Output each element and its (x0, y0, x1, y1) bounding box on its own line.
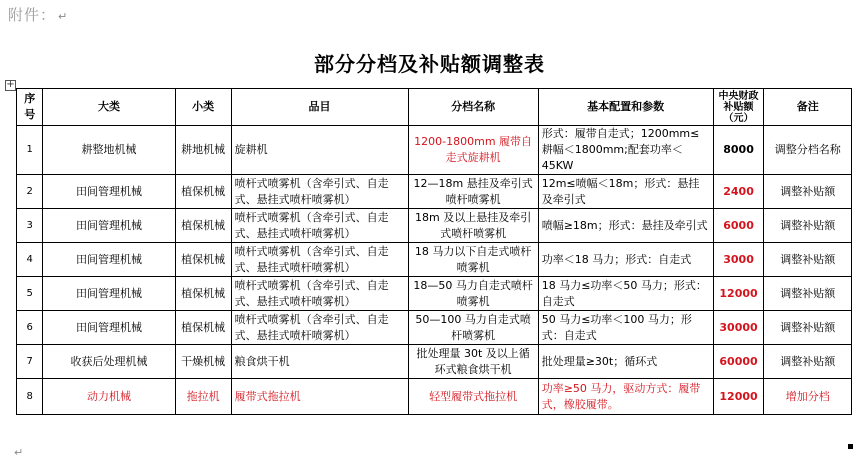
row-note: 增加分档 (764, 379, 852, 415)
row-note: 调整补贴额 (764, 175, 852, 209)
row-category: 动力机械 (43, 379, 175, 415)
row-tier-name: 12—18m 悬挂及牵引式喷杆喷雾机 (408, 175, 538, 209)
table-row (17, 345, 852, 379)
header-note: 备注 (764, 89, 852, 126)
row-config: 12m≤喷幅＜18m；形式：悬挂及牵引式 (538, 175, 713, 209)
row-tier-name: 批处理量 30t 及以上循环式粮食烘干机 (408, 345, 538, 379)
row-item: 喷杆式喷雾机（含牵引式、自走式、悬挂式喷杆喷雾机） (231, 209, 408, 243)
row-category: 田间管理机械 (43, 243, 175, 277)
row-category: 田间管理机械 (43, 277, 175, 311)
table-row (17, 126, 852, 175)
row-note: 调整补贴额 (764, 243, 852, 277)
row-subcategory: 植保机械 (175, 243, 231, 277)
row-item: 喷杆式喷雾机（含牵引式、自走式、悬挂式喷杆喷雾机） (231, 243, 408, 277)
row-config: 喷幅≥18m；形式：悬挂及牵引式 (538, 209, 713, 243)
table-row (17, 311, 852, 345)
row-index: 8 (17, 379, 43, 415)
row-subcategory: 植保机械 (175, 175, 231, 209)
header-subsidy: 中央财政补贴额（元） (713, 89, 764, 126)
row-item: 喷杆式喷雾机（含牵引式、自走式、悬挂式喷杆喷雾机） (231, 175, 408, 209)
row-subsidy: 2400 (713, 175, 764, 209)
header-tier-name: 分档名称 (408, 89, 538, 126)
row-tier-name: 18m 及以上悬挂及牵引式喷杆喷雾机 (408, 209, 538, 243)
row-subsidy: 6000 (713, 209, 764, 243)
row-subcategory: 干燥机械 (175, 345, 231, 379)
row-note: 调整补贴额 (764, 311, 852, 345)
row-index: 2 (17, 175, 43, 209)
row-item: 履带式拖拉机 (231, 379, 408, 415)
header-index: 序号 (17, 89, 43, 126)
row-config: 功率＜18 马力；形式：自走式 (538, 243, 713, 277)
row-tier-name: 18—50 马力自走式喷杆喷雾机 (408, 277, 538, 311)
row-subsidy: 12000 (713, 379, 764, 415)
table-resize-handle[interactable] (848, 444, 853, 449)
row-tier-name: 1200-1800mm 履带自走式旋耕机 (408, 126, 538, 175)
row-note: 调整补贴额 (764, 277, 852, 311)
row-item: 粮食烘干机 (231, 345, 408, 379)
row-category: 田间管理机械 (43, 175, 175, 209)
row-item: 旋耕机 (231, 126, 408, 175)
row-index: 3 (17, 209, 43, 243)
row-config: 功率≥50 马力，驱动方式：履带式，橡胶履带。 (538, 379, 713, 415)
row-index: 1 (17, 126, 43, 175)
row-config: 50 马力≤功率＜100 马力；形式：自走式 (538, 311, 713, 345)
row-subsidy: 8000 (713, 126, 764, 175)
end-paragraph-mark: ↵ (14, 446, 24, 459)
row-index: 6 (17, 311, 43, 345)
row-item: 喷杆式喷雾机（含牵引式、自走式、悬挂式喷杆喷雾机） (231, 277, 408, 311)
header-row (17, 89, 852, 126)
row-subcategory: 植保机械 (175, 277, 231, 311)
row-config: 18 马力≤功率＜50 马力；形式：自走式 (538, 277, 713, 311)
row-note: 调整分档名称 (764, 126, 852, 175)
row-category: 耕整地机械 (43, 126, 175, 175)
attachment-label: 附件： ↵ (8, 6, 69, 24)
paragraph-mark: ↵ (58, 10, 69, 23)
header-category: 大类 (43, 89, 175, 126)
row-subsidy: 30000 (713, 311, 764, 345)
row-subsidy: 60000 (713, 345, 764, 379)
row-subcategory: 植保机械 (175, 209, 231, 243)
table-row (17, 277, 852, 311)
table-row (17, 379, 852, 415)
row-category: 田间管理机械 (43, 209, 175, 243)
row-subsidy: 3000 (713, 243, 764, 277)
subsidy-adjustment-table (16, 88, 852, 415)
row-tier-name: 轻型履带式拖拉机 (408, 379, 538, 415)
row-note: 调整补贴额 (764, 209, 852, 243)
row-category: 收获后处理机械 (43, 345, 175, 379)
row-subcategory: 耕地机械 (175, 126, 231, 175)
header-config: 基本配置和参数 (538, 89, 713, 126)
row-config: 批处理量≥30t；循环式 (538, 345, 713, 379)
page-title: 部分分档及补贴额调整表 (314, 52, 545, 76)
row-subcategory: 植保机械 (175, 311, 231, 345)
row-subsidy: 12000 (713, 277, 764, 311)
table-move-handle-icon[interactable]: + (6, 79, 15, 90)
row-index: 5 (17, 277, 43, 311)
row-config: 形式：履带自走式；1200mm≤耕幅＜1800mm;配套功率＜45KW (538, 126, 713, 175)
row-item: 喷杆式喷雾机（含牵引式、自走式、悬挂式喷杆喷雾机） (231, 311, 408, 345)
row-tier-name: 18 马力以下自走式喷杆喷雾机 (408, 243, 538, 277)
row-note: 调整补贴额 (764, 345, 852, 379)
row-index: 7 (17, 345, 43, 379)
row-category: 田间管理机械 (43, 311, 175, 345)
header-subcategory: 小类 (175, 89, 231, 126)
table-row (17, 243, 852, 277)
header-item: 品目 (231, 89, 408, 126)
row-tier-name: 50—100 马力自走式喷杆喷雾机 (408, 311, 538, 345)
row-index: 4 (17, 243, 43, 277)
row-subcategory: 拖拉机 (175, 379, 231, 415)
table-row (17, 209, 852, 243)
table-row (17, 175, 852, 209)
